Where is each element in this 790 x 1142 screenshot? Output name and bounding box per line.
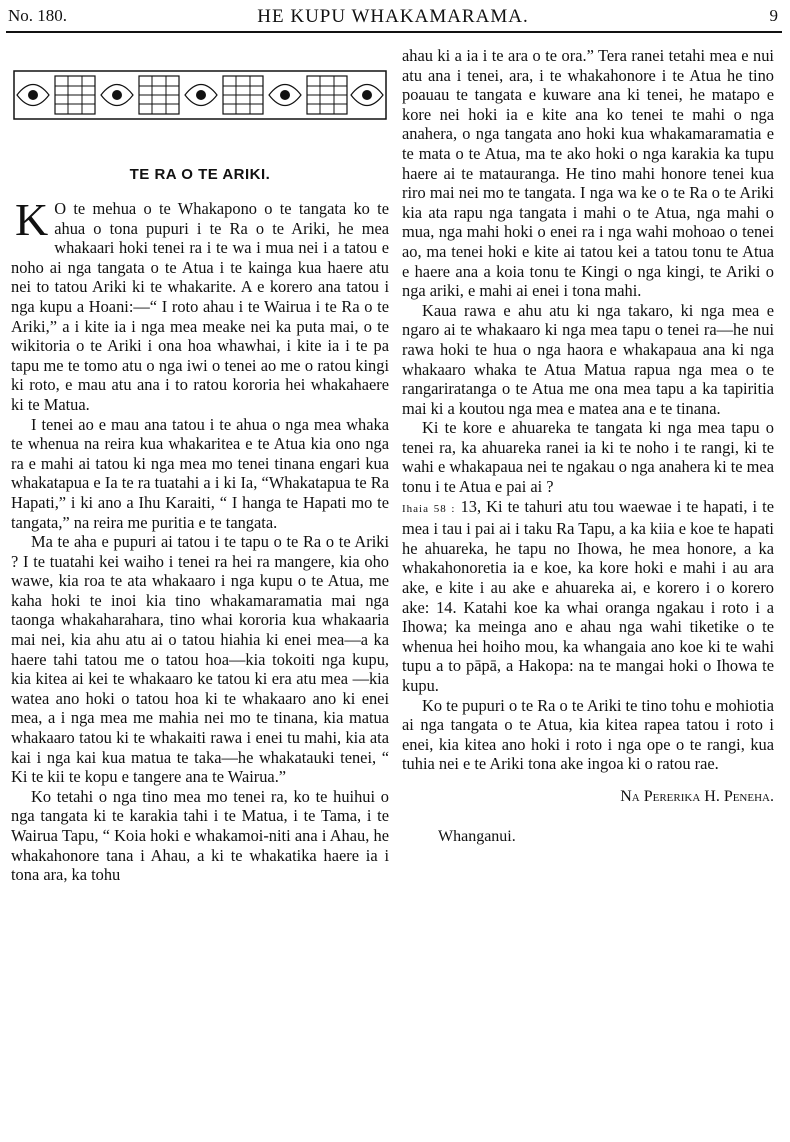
issue-number: No. 180. (8, 6, 68, 25)
article-closing-paragraph: Ko te pupuri o te Ra o te Ariki te tino tohu e mohiotia ai nga tangata o te Atua, kia kitea rapea tatou i roto i enei, kia kitea ano hoki i roto i nga ope o te rangi, kua tuhia nei e te Ariki tona ake ingoa ki o ratou rae. (402, 695, 774, 774)
article-paragraph-2: I tenei ao e mau ana tatou i te ahua o nga mea whaka te whenua na reira kua whakaritea e te Atua kia ono nga ra e mahi ai tatou ki nga mea mo tenei tinana engari kua whakatapua e Ia te ra tuatahi a i ki Ia, “Whakatapua te Ra Hapati,” i ki ano a Ihu Karaiti, “ I hanga te Hapati mo te tangata,” na reira me puritia e te tangata. (11, 414, 389, 532)
article-title: TE RA O TE ARIKI. (129, 166, 271, 183)
article-paragraph-1: K O te mehua o te Whakapono o te tangata ko te ahua o tona pupuri i te Ra o te Ariki, he mea whakaari hoki tenei ra i te wa i mua nei i a tatou e noho ai nga tangata o te Atua i te kainga kua haere atu nei to tatou Ariki ki te whakarite. A e korero ana tatou i nga kupu a Hoani:—“ I roto ahau i te Wairua i te Ra o te Ariki,” a i kite ia i nga mea meake nei ka puta mai, o te wikitoria o te Ariki i ona hoa whawhai, i kite ia i te pa tapu me te tomo atu o nga iwi o tenei ao me o ratou kingi ki roto, e mau atu ana i to ratou kororia hei whakahaere ki te Matua. (11, 194, 389, 414)
header-rule (6, 31, 782, 33)
right-column (402, 46, 774, 846)
scripture-reference (402, 497, 774, 696)
author-signature: Na Pererika H. Peneha. (620, 787, 774, 805)
scripture-text: 13, Ki te tahuri atu tou waewae i te hapati, i te mea i tau i pai ai i taku Ra Tapu, a ka kiia e koe te hapati he ahuareka, he tapu no Ihowa, he mea honore, a ka whakahonoretia ia e koe, ka kore hoki e mahi i au ara ake, e kite i au ake e ahuareka ai, e korero i o korero ake: 14. Katahi koe ka whai oranga ngakau i roto i a Ihowa; ka meinga ano e ahau nga wahi tiketike o te whenua hei hoiho mou, ka whangaia ano koe ki te wahi tupu a to pāpā, a Hakopa: na te mangai hoki o Ihowa te kupu. (402, 496, 774, 695)
newspaper-title: HE KUPU WHAKAMARAMA. (257, 6, 529, 27)
drop-cap: K (15, 194, 49, 245)
article-paragraph-3: Ma te aha e pupuri ai tatou i te tapu o te Ra o te Ariki ? I te tuatahi kei waiho i tenei ra hei ra mangere, kia oho wawe, kia roa te ata whakaaro i nga kupu o te Atua, me kaha hoki te inoi kia tino whakamaramatia mai nga taonga whakaharahara, tino whai kororia kua whakaaria mai nei, kia ahu atu ai o tatou hiahia ki enei mea—a ka haere tahi tatou me o tatou hoa—kia tokoiti nga kupu, kia kitea ai kei te whakaaro ke tatou ki era atu mea —kia watea ano hoki o tatou hoa ki te whakaaro ano ki enei mea, a i nga mea me mahia nei mo te tinana, kia matua whakaaro tatou ki te whakaiti rawa i enei tu mahi, kia ata kai i nga kai kua matua te taka—he whakatauki tenei, “ Ki te kii te kopu e tangere ana te Wairua.” (11, 532, 389, 787)
article-paragraph-6: Kaua rawa e ahu atu ki nga takaro, ki nga mea e ngaro ai te whakaaro ki nga mea tapu o tenei ra—he nui rawa hoki te hua o nga haora e whakapaua ana ki nga whakaaro whaka te Atua Matua rapua nga mea o te rangariratanga o te Atua me ona mea tapu a ka tapiritia mai ki a koutou nga mea e matea ana e te tinana. (402, 300, 774, 418)
article-paragraph-4: Ko tetahi o nga tino mea mo tenei ra, ko te huihui o nga tangata ki te karakia tahi i te Matua, i te Tama, i te Wairua Tapu, “ Koia hoki e whakamoi-niti ana i Ahau, he whakahonore tana i Ahau, a ki te whakatika haere ia i tona ara, ka tohu (11, 786, 389, 885)
scripture-label: Ihaia 58 : (402, 502, 456, 515)
page-header (8, 6, 778, 32)
page-number: 9 (769, 6, 778, 25)
article-paragraph-7: Ki te kore e ahuareka te tangata ki nga mea tapu o tenei ra, ka ahuareka ranei ia ki te noho i te rangi, ki te wahi e whakapaua nei te ngakau o nga anahera ki te mea tonu i te Atua e pai ai ? (402, 418, 774, 497)
decorative-ornament-band (13, 70, 387, 120)
left-column (11, 40, 389, 885)
article-paragraph-5: ahau ki a ia i te ara o te ora.” Tera ranei tetahi mea e nui atu ana i tenei, ara, i te whakahonore i te Atua he tino poauau te tangata e kuware ana ki tenei, he matapo e kore nei hoki ia e kite ana ko tenei te mahi o nga anahera, o nga tangata ano hoki kua whakamaramatia e te mata o te Atua, ma te ako hoki o nga karakia ka tupu haere ai te matauranga. He tino mahi honore tenei kua riro mai nei mo te tangata. I nga wa ke o te Ra o te Ariki kia ata rapu nga tangata i mahi o te Atua, nga mahi o mua, nga mahi hoki o enei ra i nga wahi mohoao o tenei ao, ma tenei hoki e kite ai tatou kei a tatou tonu te Atua e haere ana a koia tonu te Kingi o nga kingi, te Ariki o nga ariki, e mahi ai enei i tona mahi. (402, 46, 774, 301)
dateline-place: Whanganui. (438, 827, 516, 845)
